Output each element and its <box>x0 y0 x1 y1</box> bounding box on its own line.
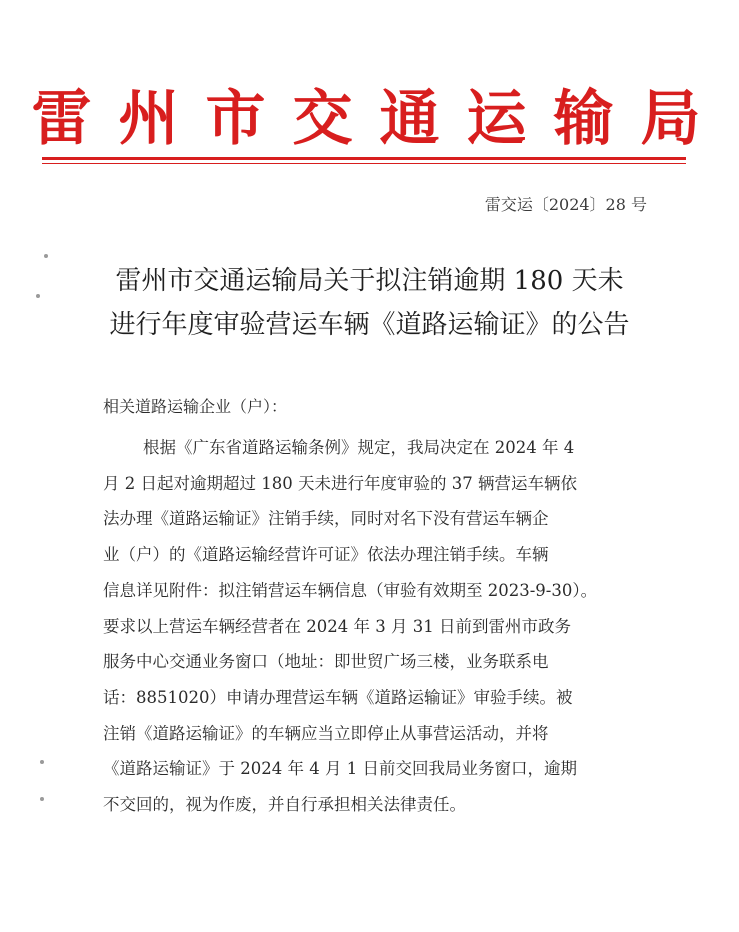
body-line: 要求以上营运车辆经营者在 2024 年 3 月 31 日前到雷州市政务 <box>103 616 571 636</box>
body-line: 月 2 日起对逾期超过 180 天未进行年度审验的 37 辆营运车辆依 <box>103 473 577 493</box>
scan-speck <box>40 797 44 801</box>
salutation: 相关道路运输企业（户）： <box>103 397 288 416</box>
title-line-2: 进行年度审验营运车辆《道路运输证》的公告 <box>109 310 630 340</box>
body-line: 话：8851020）申请办理营运车辆《道路运输证》审验手续。被 <box>103 687 573 707</box>
document-title <box>0 259 739 347</box>
scan-speck <box>40 760 44 764</box>
body-line: 信息详见附件：拟注销营运车辆信息（审验有效期至 2023-9-30）。 <box>103 580 598 600</box>
body-line: 法办理《道路运输证》注销手续，同时对名下没有营运车辆企 <box>103 509 549 529</box>
letterhead: 雷州市交通运输局 <box>31 84 728 154</box>
body-line: 根据《广东省道路运输条例》规定，我局决定在 2024 年 4 <box>143 438 575 457</box>
body-line: 《道路运输证》于 2024 年 4 月 1 日前交回我局业务窗口，逾期 <box>103 759 577 779</box>
body-line: 业（户）的《道路运输经营许可证》依法办理注销手续。车辆 <box>103 545 549 565</box>
body-line: 注销《道路运输证》的车辆应当立即停止从事营运活动，并将 <box>103 723 549 743</box>
body-line: 不交回的，视为作废，并自行承担相关法律责任。 <box>103 795 466 815</box>
body-text <box>103 430 663 823</box>
scan-speck <box>44 254 48 258</box>
red-rule-thin <box>42 163 686 164</box>
red-rule-thick <box>42 157 686 160</box>
body-line: 服务中心交通业务窗口（地址：即世贸广场三楼，业务联系电 <box>103 652 549 672</box>
title-line-1: 雷州市交通运输局关于拟注销逾期 180 天未 <box>115 266 624 296</box>
document-number: 雷交运〔2024〕28 号 <box>484 195 647 214</box>
scan-speck <box>36 294 40 298</box>
